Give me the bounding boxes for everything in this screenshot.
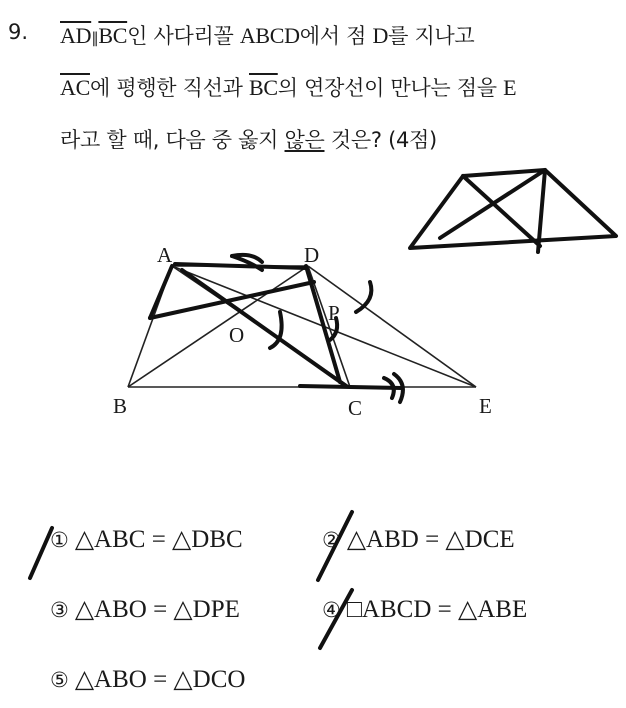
text-7: 것은? (4점) xyxy=(324,128,437,152)
label-c: C xyxy=(348,396,363,420)
option-1-marker: ① xyxy=(50,528,69,552)
text-abcd: ABCD xyxy=(239,23,300,48)
text-d: D xyxy=(372,23,389,48)
segment-bc: $\overline{BC}$ xyxy=(98,23,128,48)
option-5-text: △ABO = △DCO xyxy=(74,666,246,693)
label-a: A xyxy=(157,243,173,267)
label-e: E xyxy=(479,394,492,418)
label-o: O xyxy=(229,323,245,347)
text-3: 를 지나고 xyxy=(388,24,475,48)
question-number: 9. xyxy=(8,20,29,44)
option-5[interactable] xyxy=(50,664,245,694)
segment-ac: $\overline{AC}$ xyxy=(60,75,90,100)
option-1-text: △ABC = △DBC xyxy=(74,526,243,553)
option-2[interactable] xyxy=(322,524,515,554)
emphasis-text: 않은 xyxy=(284,128,325,152)
option-3-marker: ③ xyxy=(50,598,69,622)
option-3-text: △ABO = △DPE xyxy=(74,596,240,623)
segment-bc-2: $\overline{BC}$ xyxy=(249,75,278,100)
text-1: 인 사다리꼴 xyxy=(127,24,240,48)
segment-ad: $\overline{AD}$ xyxy=(60,23,92,48)
option-2-text: △ABD = △DCE xyxy=(346,526,515,553)
label-d: D xyxy=(304,243,320,267)
parallel-symbol: ∥ xyxy=(91,29,99,47)
option-1[interactable] xyxy=(50,524,243,554)
option-4[interactable] xyxy=(322,594,527,624)
option-4-text: □ABCD = △ABE xyxy=(346,596,528,623)
label-b: B xyxy=(113,394,128,418)
handwritten-sketch xyxy=(410,170,616,252)
text-4: 에 평행한 직선과 xyxy=(89,76,249,100)
option-5-marker: ⑤ xyxy=(50,668,69,692)
text-2: 에서 점 xyxy=(299,24,373,48)
label-p: P xyxy=(328,301,340,325)
text-e: E xyxy=(503,75,517,100)
text-6: 라고 할 때, 다음 중 옳지 xyxy=(60,128,285,152)
option-4-marker: ④ xyxy=(322,598,341,622)
option-3[interactable] xyxy=(50,594,240,624)
option-2-marker: ② xyxy=(322,528,341,552)
text-5: 의 연장선이 만나는 점을 xyxy=(277,76,504,100)
